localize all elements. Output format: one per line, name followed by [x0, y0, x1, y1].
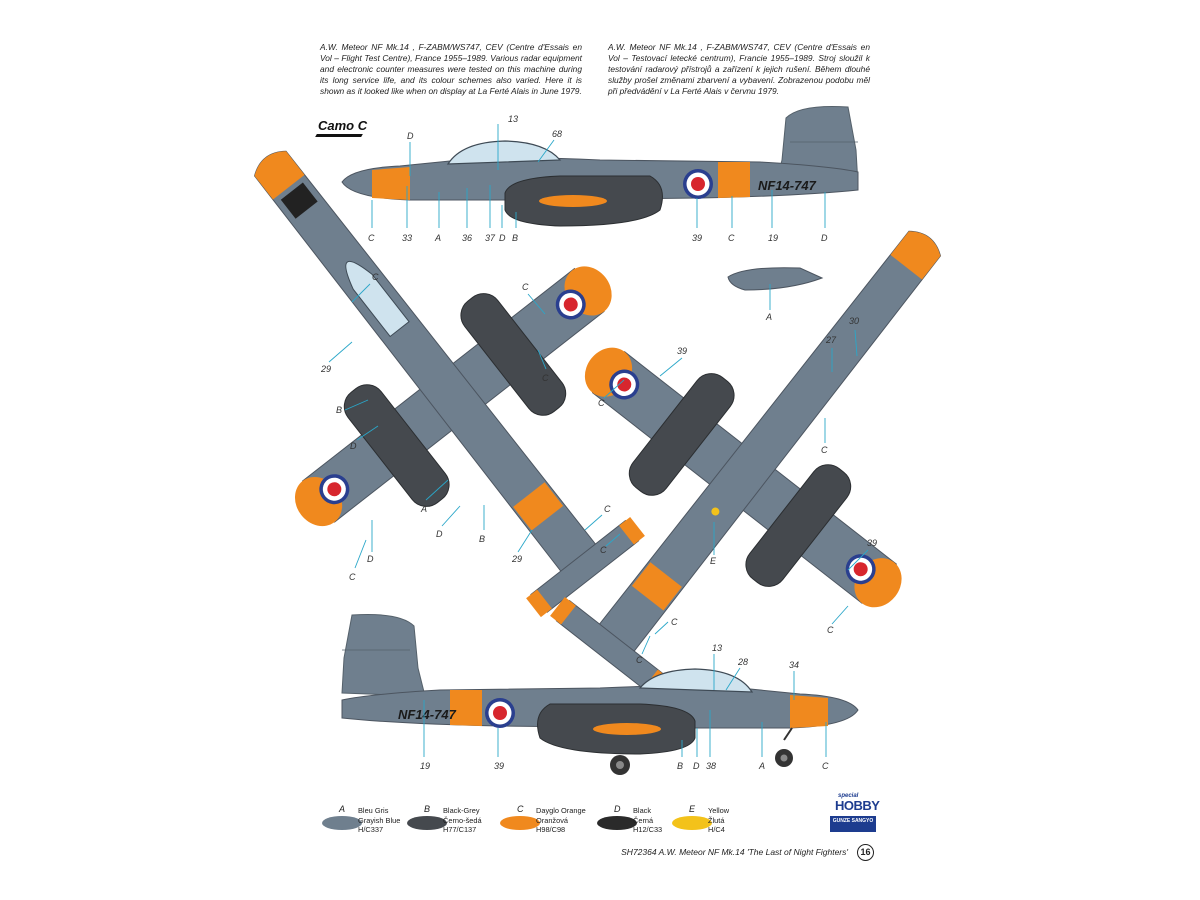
legend-text: Black	[633, 806, 652, 815]
callout-label: D	[350, 441, 357, 451]
callout-label: B	[336, 405, 343, 415]
legend-text: Bleu Gris	[358, 806, 389, 815]
legend-text: H12/C33	[633, 825, 663, 834]
callout-label: 68	[552, 129, 563, 139]
swatch-d	[597, 816, 637, 830]
swatch-b	[407, 816, 447, 830]
callout-label: C	[604, 504, 611, 514]
callout-label: 39	[494, 761, 505, 771]
callout-label: C	[636, 655, 643, 665]
registration-top: NF14-747	[758, 178, 816, 193]
callout-label: D	[693, 761, 700, 771]
callout-label: B	[479, 534, 486, 544]
legend-text: D	[614, 804, 621, 814]
leader-line	[832, 606, 848, 624]
callout-label: 13	[712, 643, 723, 653]
intro-english: A.W. Meteor NF Mk.14 , F-ZABM/WS747, CEV (Centre d'Essais en Vol – Flight Test Centre), France 1955–1989. Various radar equipment and electronic counter measures were tested on this machine during its long service life, and its colour schemes also varied. Here it is shown as it looked like when on display at La Ferté Alais in June 1979.	[320, 42, 582, 96]
callout-label: D	[367, 554, 374, 564]
registration-bottom: NF14-747	[398, 707, 456, 722]
swatch-a	[322, 816, 362, 830]
callout-label: D	[821, 233, 828, 243]
footer-title: SH72364 A.W. Meteor NF Mk.14 'The Last of Night Fighters'	[621, 847, 848, 857]
callout-label: C	[542, 373, 549, 383]
callout-label: 30	[849, 316, 860, 326]
leader-line	[585, 515, 602, 530]
callout-label: 36	[462, 233, 473, 243]
legend-text: Černá	[633, 815, 654, 825]
callout-label: 34	[789, 660, 800, 670]
leader-line	[660, 358, 682, 376]
gunze-sangyo-logo: GUNZE SANGYO	[830, 816, 876, 832]
callout-label: C	[368, 233, 375, 243]
intro-czech: A.W. Meteor NF Mk.14 , F-ZABM/WS747, CEV (Centre d'Essais en Vol – Testovací letecké centrum), Francie 1955–1989. Stroj sloužil k testování radarový přístrojů a zařízení k jejich rušení. Během dlouhé služby prošel změnami zbarvení a vybavení. Zobrazenou podobu měl při předvádění v La Ferté Alais v červnu 1979.	[608, 42, 870, 96]
callout-label: 39	[677, 346, 688, 356]
callout-label: 19	[768, 233, 779, 243]
leader-line	[442, 506, 460, 526]
callout-label: C	[821, 445, 828, 455]
callout-label: B	[677, 761, 684, 771]
callout-label: 39	[867, 538, 878, 548]
legend-text: Černo-šedá	[443, 815, 482, 825]
callout-label: C	[600, 545, 607, 555]
legend-text: Oranžová	[536, 815, 569, 825]
drop-tank	[728, 268, 822, 322]
callout-label: 33	[402, 233, 413, 243]
callout-label: D	[436, 529, 443, 539]
swatch-c	[500, 816, 540, 830]
callout-label: 28	[738, 657, 749, 667]
callout-label: C	[671, 617, 678, 627]
legend-text: H/C4	[708, 825, 725, 834]
callout-label: 27	[826, 335, 837, 345]
callout-label: C	[349, 572, 356, 582]
legend-text: E	[689, 804, 696, 814]
callout-label: A	[421, 504, 428, 514]
side-profile-top	[342, 106, 858, 226]
legend-text: C	[517, 804, 524, 814]
legend-text: H98/C98	[536, 825, 566, 834]
callout-label: 19	[420, 761, 431, 771]
callout-label: A	[759, 761, 766, 771]
callout-label: C	[728, 233, 735, 243]
callout-label: C	[598, 398, 605, 408]
page-number: 16	[857, 844, 874, 861]
callout-label: E	[710, 556, 717, 566]
callout-label: 29	[512, 554, 523, 564]
special-hobby-logo: special HOBBY	[835, 793, 880, 813]
callout-label: B	[512, 233, 519, 243]
leader-line	[329, 342, 352, 362]
callout-label: C	[822, 761, 829, 771]
legend-text: Žlutá	[708, 815, 725, 825]
callout-label: C	[522, 282, 529, 292]
legend-text: B	[424, 804, 431, 814]
callout-label: 29	[321, 364, 332, 374]
colour-legend	[322, 804, 742, 844]
swatch-e	[672, 816, 712, 830]
callout-label: A	[766, 312, 773, 322]
camo-label: Camo C	[318, 118, 368, 133]
callout-label: C	[827, 625, 834, 635]
leader-line	[655, 622, 668, 634]
callout-label: D	[499, 233, 506, 243]
leader-line	[518, 530, 532, 552]
legend-text: Black-Grey	[443, 806, 480, 815]
legend-text: H77/C137	[443, 825, 477, 834]
legend-text: H/C337	[358, 825, 384, 834]
legend-text: Yellow	[708, 806, 730, 815]
callout-label: 37	[485, 233, 496, 243]
legend-text: Grayish Blue	[358, 815, 401, 825]
legend-text: A	[339, 804, 346, 814]
legend-text: Dayglo Orange	[536, 806, 586, 815]
callout-label: A	[435, 233, 442, 243]
callout-label: 38	[706, 761, 717, 771]
leader-line	[355, 540, 366, 568]
callout-label: 13	[508, 114, 519, 124]
callout-label: 39	[692, 233, 703, 243]
callout-label: D	[407, 131, 414, 141]
callout-label: C	[372, 272, 379, 282]
